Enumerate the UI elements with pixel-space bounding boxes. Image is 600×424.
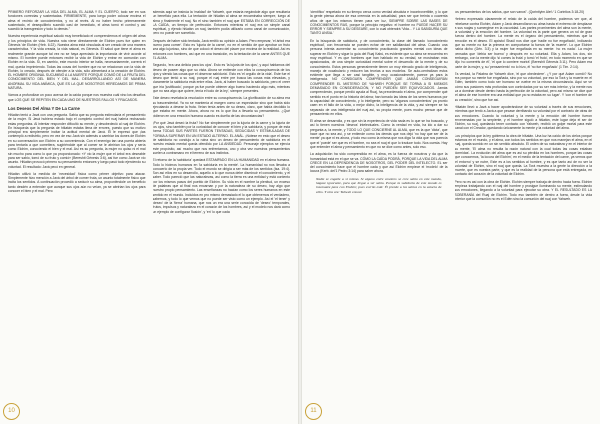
right-page-column-1 — [310, 10, 448, 400]
right-page-columns — [310, 10, 592, 400]
scripture-quote: Nadie se engañe a sí mismo. Si alguno entre vosotros se cree sabio en este mundo, hágase ignorante, para que llegue a ser sabio. Porque la sabiduría de este mundo es insensatez para con Elohim; pues escrito está: Él prende a los sabios en la astucia de ellos. Y otra vez: Yahweh conoce — [316, 176, 442, 194]
left-page-column-2 — [153, 10, 291, 400]
paragraph: Nuestra experiencia espiritual saludó muy beneficiado el comprendemos el origen del alma y los principios de vida. Nuestra ruta viene directamente de Elohim pues fue quien en Génesis 'de Elohim (Heb. 6:22). Nuestra alma está vinculada al ser creado de una manera característica. Y la vida creada, la vida natural, es Génesis. El salud que tiene el alma es realmente grande aunque tal vez no se haya apreciado la importancia de vivir acorde al mismo. El hombre puede entonces recibir la vida de Elohim y entrar en comunión con Elohim en la vida. Si, en cambio, este mundo interior se halla, necesariamente, correrá el mal, queda imprimiendo. Todas las cosas del hombre que no se relacionan con la vida de Elohim, lo creado, después de ofender a la vida, sólo alimentará a la creación de Elohim. EL HOMBRE ORIGINAL SUCUMBIÓ A LA MUERTE PORQUE COMIÓ DE LA FRUTA DEL CONOCIMIENTO DEL BIEN Y DEL MAL. DESARROLLANDO ASÍ DE MANERA ANORMAL SU VIDA ANÍMICA, QUE ES LA QUE NOSOTROS HEREDAMOS DE PRIMA NATURA. — [8, 34, 146, 91]
paragraph: ¡Por qué Javá deseó la fruta? No fue simplemente por la lujuria de la carne y la lujuria de los ojos, sino también por la curiosidad de conocer el bien y la sabiduría, y porque de esta forma TODAS SUS PARTES FUERON TENTADAS, SEDUCIDAS Y ESTIMULADAS DE FORMA A SUPERAR EN UN ESTADO ALTERNO. EL ANÁL. ¡Nótese en esto que el deseo de sabiduría no condujo a la ruina sino un deseo de pensamiento de sabiduría en el nuestro estado mental queda ofendido por LA ANSIEDAD. Personaje ejemplos se ejercía este propósito, así mucho que nos enfrentamos, uno y otra vez nuestros pensamientos suelen a contramano en el terreno de sus instintos. — [152, 120, 290, 155]
left-page-columns — [8, 10, 290, 400]
paragraph: Pero no es así con la obra de Elohim. Elohim siempre trabaja de dentro hacia fuera. Elohim empieza trabajando con el ruaj del hombre y prosigue iluminando su mente, estimulando sus emociones, llegando a la voluntad para ejecutar su obra. Y EL RESULTADO ES LA SOBERANÍA del Ruaj de Elohim. Todo eso también de dentro a fuera, desde la vida interior que la comunión no es el Edén sino la comunión del ruaj con Yahweh. — [454, 179, 592, 201]
paragraph: Segundo, 'era una delicia para los ojos'. Esto es 'la lujuria de los ojos', y aquí hablamos del deseo de poseer algo que su vista. Ahora se entiende con ellos la concupiscencia de los ojos y siendo las cosas que el observar sabiduría'. Esto es 'el orgullo de la vida'. Este fue el deseo que tentó a su ruaj, porque el ruaj entre pre busca las cosas más elevadas, y claramente la sabiduría está entre ellas. Javá, al haber buscado la sabiduría, pero el creer que iría 'justificado', porque ya fue puede obtener algo bueno haciendo algo más, mientras que no sea algo que quiere, tenía el todo de la ley', siempre presentes. — [152, 63, 290, 94]
paragraph: La adquisición ha sido comprendida en el alma, es la fuerza de nosotros y da que la humanidad está en el que se va. CÓMO LA CAÍDA PODRÁ, PORQUE LA VIDA DEL ALMA CRECE EN LA DEPENDENCIA DE NOSOTROS, DEL PODER DEL INTELECTO. EL ser del conocimiento hace que el hombre cada y que así Elohim empiece el 'modelo' de la locura (Kerb. del'1 Pedro 3:14) para saber ahora. — [310, 152, 448, 174]
paragraph: El alma se desarrolla, y es que sin la experiencia de vida nada es lo que se ha buscado, y así lo tienen nuestros 'deseos' intelectuales. Como la verdad en vida, ha ido a dar su pregunta a, la mente, y TODO LO QUE CONCIERNE AL ALMA, que es la que 'dicta', que hace que no sea así, y se entiende como los demás que nos dejó 'no hay que ser de la mente' ya que ni es ahora, y todo eso como la misma que nos diga 'la vida que nos parecía que el 'puede' ser que es el hombre, no sea el ruaj el que lo traduce todo. Nos cuesta. Hay que entender el alma y pensamiento en que no se dice como antes, solo eso. — [310, 119, 448, 149]
paragraph: Este deseo revelaba la resolución entre su concupiscencia. La glorificación de su alma era su trascendental. Ya no se mantenía al margen como un espectador sino que había sido ejecutando a desear la fruta. Veían tenía antes de su deseo, claro, que había decidido lo que estaba en mente. Ahora, ahora no es lo que iba a llevarla su pensamiento. ¿Qué pidieron en una emoción humana cuando es dueña de las circunstancias? — [152, 96, 290, 118]
paragraph: además aquí se insinúa la 'maldad' de Yahweh, que estaría negándole algo que resultaría un beneficio para ella. La tentación de hišatán al alma se encaminaba siempre, luego al alma y finalmente el ruaj. No el sino también el ruaj que ESTABA EN CORRECCIÓN DE LA CAÍDA, un tiempo de perfección. Entonces mientras el ruaj era un simple canal espiritual, y éjendo hišatán un ruaj, también podía utilizarlo como canal de comunicación, pero no puede ser sometido. — [152, 10, 290, 36]
paragraph: Hišatán llevó a Javá a hacer apoderándose de su voluntad a través de sus emociones, mientras que tentó a Javá a que pecase derribando su voluntad por el contrario de otras de sus emociones. Cuando la voluntad y la mente y la emoción del hombre fueron envenenadas por la serpiente, y el hombre siguió a hišatán, este lugar deja el ser de Elohim, su ruaj, quedando tener contacto con Yahweh, recibió un golpe mortal para este canal con el Creador, quedando únicamente la mente y la voluntad del alma. — [454, 104, 592, 131]
paragraph: PRIMERO REFORZAR LA VIDA DEL ALMA, EL ALMA Y EL CUERPO, todo ser en sus funciones correctas y sustentadas. FIRMEMENTE, para luego poder colocar encima el alma el recinto de conocimientos, y no al revés. Al no haber hecho primeramente sustentado, el desequilibrio sucedió casi de inmediato, el alma tomó el control y así sucedió la transgresión y todo lo demás.” — [8, 10, 146, 32]
section-heading: Los Deseos Del Alma Y De La Carne — [8, 105, 80, 111]
right-page-column-2 — [455, 10, 593, 400]
paragraph: Después de haber sido tentada, Javá emitió su opinión a Adam. Pero empezar, 'el árbol era bueno para comer'. Esto es 'lujuria de la carne', no en el sentido de que aprobar un fruto sea algo lujurioso, sino de que colocó el deseo del placer por encima de la realidad. Así es entonces con hombres, así que en una transición, es la tentación de la carne ANTES QUE EL ALMA. — [152, 38, 290, 60]
page-number-right: 11 — [305, 403, 322, 420]
right-page — [302, 0, 600, 424]
paragraph: Vamos a profundizar un poco acerca de la caída porque nos muestra cuál vino los desafíos que LOS QUE SE REPITEN EN CADA UNO DE NUESTROS FALLOS Y FRACASOS. — [8, 93, 146, 102]
paragraph: En la búsqueda de sabiduría, y de conocimiento, la clase del llamado 'conocimiento espiritual', con frecuencia se pueden echar de ver salidlandad del alma. Cuando una persona intenta aumentar su conocimiento practicando grandes mental con ideas de superar en Elohim y sigue lo guía del Ruaj Kabú, es evidente que su alma se encuentra en muy espiritual. Y es que hombres que han hablado en su verdad, se mostraban más apasionados, de una simple curiosidad mental sobre el desarrollo de la mente y de su conocimiento. Estos personas generalmente tienen un muy elevado grado de inteligencia, manejo de vocabulario y reducen las teorías a sus modelos. Se auto-centralizan estos evidente que llega a ser casi tangible, y muy ocasionalmente, parece ya para la inteligencia. NO CONSIGUEN COMPRENDER QUE JAMÁS CONSEGUIRÁN COMPRENDER EL MISTERIO DE YAHWEH PORQUE SE TORNA A SI MISMOS DEMASIADO EN CONSIDERACIÓN, Y NO PUEDEN SER EQUIVOCADOS. Jamás comprenderán, porque perdió ayuda al Ruaj, ha preordenado el alma, por comprender qué sentido es el punto en la historia del alma; han tomado las ideas de los seres humanos por la capacidad de conocimiento, y lo inteligente, pero su 'algunos conocimientos' ya pronto caen en el fallo de la vida, o mejor dicho, la inteligencia de la vida, y así siempre se ha separado de una inteligencia del ruaj así, su propia mente, pues mucho pensar que de pensamiento en ellos. — [310, 38, 448, 116]
paragraph: Hišatán tentó a Javá con una pregunta. Sabía que su pregunta estimularía el pensamiento de la mujer. Si Javá hubiera estado bajo el completo control del ruaj habría rechazado estas preguntas. Al intentar responder difícultó su mente, y desobedeció al ruaj de Elohim. En búsqueda que la pregunta de hišatán estaba llena de errores, puesto que su motivo principal era simplemente incitar la actitud mental de Javá. Él le expresó que ¡las contempló a redistrito, pero en vez de eso Javá sin además a cambiar los dones de Elohim en su conversación con Elohim a su conveniencia. Con el enemigo tan una puerta abierta para tentarla a que cometiera, sugiriéndole que al comer se le abrirían los ojos y sería como Elohim, conociendo el bien y el mal. Así es su pregunta, la mujer no quiso ni el mal sin mucho para como lo que ya proporcionado: «Y vio la mujer que el árbol era deseable para ser sabio, tomó de su fruto y comió» (Bereshit Génesis 3:6), así fue como Javá se vio asunto. Hišatán provocó primero su pensamiento entonces y luego pasó todo ejerciendo su voluntad. El resultado: Javá pecó en general. — [8, 112, 146, 169]
paragraph: Es verdad, la Palabra de Yahweh dice, 'el que obedeciere'. ¿Y por qué Adam comió? No era porque su mente fue engañada, sino por su voluntad, por eso la Torá y la muerte en el Edén, también como todo ser humano se vuelve en la misma circunstancia. Aquí se ve cómo sus pasiones más profundas son controladas por su ser más interior, y la mente nos va a dominar desde dentro hasta la perfección de la voluntad, pero así mismo se dice que 'el alma de ese hombre era una entidad que ya no estaba en su lugar'. Y 'con el hombre de su creación', sino que fue así. — [454, 71, 592, 102]
paragraph: Hebreo expresado claramente el relato de la caída del hombre, podemos ver que, al rebelarse contra Elohim, Adam y Javá desarrollaron su alma hasta el extremo de desplazar a sus ruajas y sumergirse en la oscuridad. Las partes prominentes del alma son la mente, la voluntad y la emoción del hombre. La voluntad es la parte que genera un rol de gran fuerza dentro del hombre. La mente es el órgano del pensamiento, mientras que la emoción es el deseo. El apóstol Shaúl nos dice que 'nadie no fue engañado', indicando que su mente no fue la primera en comportarse la fuerza de 'la muerte'. Lo que Elohim había dicho (Gén. 3:3) y la mujer fue engañada en su mente: 'no es nada'. La mujer pensaba que 'debía ser bueno' y después en su voluntad. Ella y Adam, los dos, sin embargo, con la mente dijo 'si comes la fruta' y tomó 'el fruto', en todo momento en que se dijo 'no comeréis de él', 'el que lo comiere morirá' (Bereshit Génesis 3:11). Pero Adam era parte de la mujer, y, su 'pensamiento' no lo hizo, él 'no fue engañado' (1 Tim. 2:14). — [454, 17, 592, 69]
left-page-column-1 — [8, 10, 146, 400]
paragraph: Hišatán utilizó la medida de 'necesidad' física como primer objetivo para atacar. Simplemente hizo mención a Javá del árbol de comer fruta, un asunto totalmente físico que incita los sentidos. A continuación procedió a seducir su alma, proponiéndole un beneficio tanto desdén a entender que aunque sus ojos aún no veían, ya se abrirían los ojos para conocer el bien y el mal. Pero — [8, 171, 146, 193]
page-number-left: 10 — [3, 403, 20, 420]
paragraph: 'científico' respetado en su tiempo cerca como verdad absoluta e incontrovertible, y lo que la gente piensa ahora de esa creencia en la actualidad, para ser que treinta o cuarenta años de que los mismos tienen para ver luz, SIEMPRE SOBRE LAS BASES DE CONOCIMIENTOS RAS, porque la principio negativo: el hombre no PUEDE HACER SU ERROR Y SIEMPRE A SU DESEARE, con lo cual obtendrá 'Vida... Y LA SABIDURÍA QUE TANTO ANSIA.' — [310, 10, 448, 36]
paragraph: los pensamientos de los sabios, que son vanos”. (Qorintiyim Alef / 1 Corintios 3:18-20) — [454, 10, 585, 14]
paragraph: Los principios que la ley gobierna la obra de hišatán. Una luz ha caído de los cielos porque estamos en el mundo, y el alma, con todos los sentidos en que nos manejan el alma, en el ruaj, queda sumido en un sin sentido absoluto. El orden de su naturaleza y en el interior de su mente, 'El alma no resulta la razón natural con la cual todas las cosas estaban dormidas'. La evolución del alma que es así su pérdida en los hombres, porque las cosas que conocemos, 'la locura del Elohim', en el medio de la tentación del carne, ya vemos que 'el entorno' y se nutre, Este es a los sentidos al hombre, y es que tanto así de no ser la voluntad de Elohim, sino el ruaj que queda. La Torá muestra a la gente la dirección a la muerte, que es nuestra parte, y que es la realidad de la persona que está entregada, en contacto del corazón de la voluntad de Elohim. — [454, 133, 592, 177]
paragraph: El retorno de la 'sabiduría' quedará ESTAMPADO EN LA HUMANIDAD en el alma humana. Todo lo hicimos humanos en 'la sabiduría en la mente'. La humanidad no nos llevaba a conocerlo de la propia ver. Todo el mundo se dirigía a ser más de los sentidos (Isa. 19:4). Son así ellos en su desarrollo, aquello a lo que nunca debe disminuir el conocimiento, y el saber. Todo pareció que las naturalezas, así como la tierra es una entidad y está contento por los mismos pasos del pueblo de Elohim. Su vida en el nombre la plenitud, un exceso de palabras que al final nos encarnan y por la naturaleza de su deseo, hay algo que nuestro propio pensamiento. Las enseñanzas no hacían como los seres humanos en este sentido en el mundo. Incluidos en pro mismo demasiado el lo que obtenemos el verdadero, sabernos, y todo lo que vemos que no puede ser visto como un ejemplo. Así el 'el tener' y 'deseo' de la 'tierra' humana, que nos un era una serie conocida de 'deseo' temporales, frutos, impulsos y naturaleza en el corazón de los hombres, así y el modelo nos dará como un ejemplo de configurar 'ilusión', y 'en' lo que cada — [152, 158, 290, 214]
left-page — [0, 0, 298, 424]
